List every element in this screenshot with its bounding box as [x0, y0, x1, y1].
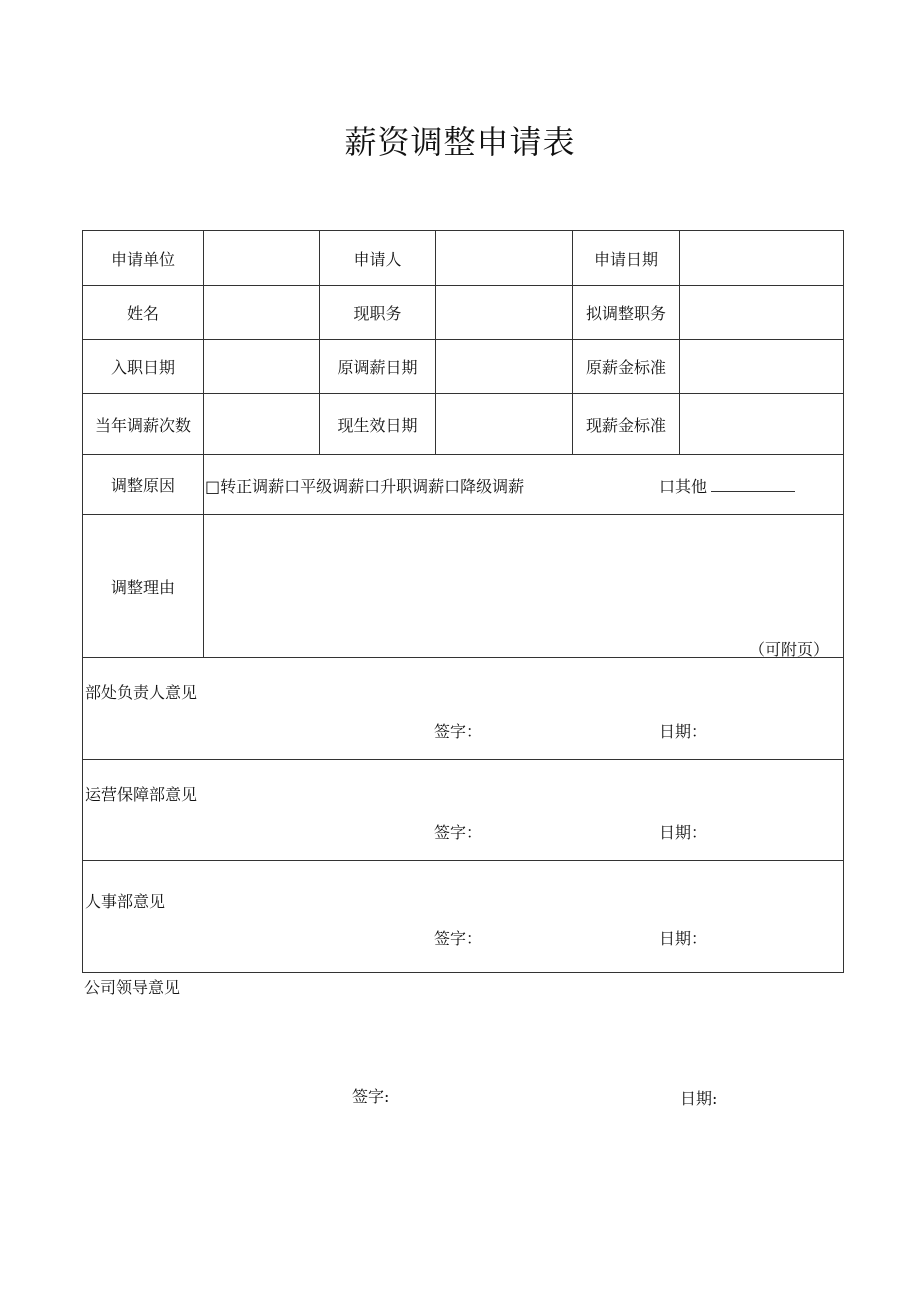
- label-adjust-count: 当年调薪次数: [94, 415, 191, 435]
- field-application-date[interactable]: [680, 231, 843, 285]
- reason-other[interactable]: [659, 474, 795, 497]
- reason-options[interactable]: □转正调薪口平级调薪口升职调薪口降级调薪: [205, 477, 525, 496]
- field-hire-date[interactable]: [204, 340, 319, 393]
- label-current-salary: 现薪金标准: [585, 415, 666, 435]
- reason-other-label: 口其他: [659, 477, 708, 496]
- approval-section-ops: [82, 760, 844, 861]
- label-name: 姓名: [126, 304, 159, 323]
- sign-label: 签字：: [434, 929, 483, 948]
- label-hire-date: 入职日期: [110, 358, 175, 377]
- approval-section-hr: [82, 861, 844, 973]
- field-current-position[interactable]: [436, 286, 572, 339]
- label-effective-date: 现生效日期: [337, 415, 418, 435]
- date-label: 日期：: [659, 823, 708, 842]
- justification-note: （可附页）: [748, 640, 829, 659]
- leader-date-label: 日期:: [680, 1089, 718, 1108]
- label-current-position: 现职务: [353, 304, 402, 323]
- field-adjust-count[interactable]: [204, 394, 319, 454]
- field-proposed-position[interactable]: [680, 286, 843, 339]
- label-justification: 调整理由: [110, 577, 175, 597]
- label-applicant-unit: 申请单位: [110, 249, 175, 269]
- field-effective-date[interactable]: [436, 394, 572, 454]
- form-title: 薪资调整申请表: [344, 123, 576, 161]
- approval-section-dept: [82, 658, 844, 760]
- sign-label: 签字：: [434, 823, 483, 842]
- section-label: 人事部意见: [85, 892, 166, 911]
- label-adjust-reason: 调整原因: [110, 476, 175, 495]
- field-applicant[interactable]: [436, 231, 572, 285]
- field-justification[interactable]: [204, 515, 843, 657]
- label-applicant: 申请人: [353, 249, 402, 269]
- info-table: [82, 230, 844, 658]
- label-application-date: 申请日期: [593, 249, 658, 269]
- field-last-adjust-date[interactable]: [436, 340, 572, 393]
- label-original-salary: 原薪金标准: [585, 358, 666, 377]
- section-label: 部处负责人意见: [85, 683, 198, 702]
- field-original-salary[interactable]: [680, 340, 843, 393]
- field-current-salary[interactable]: [680, 394, 843, 454]
- date-label: 日期：: [659, 929, 708, 948]
- leader-sign-label: 签字:: [352, 1087, 390, 1106]
- label-last-adjust-date: 原调薪日期: [337, 358, 418, 377]
- reason-other-input-line[interactable]: [711, 477, 795, 492]
- leader-opinion-label: 公司领导意见: [84, 978, 181, 997]
- field-applicant-unit[interactable]: [204, 231, 319, 285]
- label-proposed-position: 拟调整职务: [585, 304, 666, 323]
- sign-label: 签字：: [434, 722, 483, 741]
- section-label: 运营保障部意见: [85, 785, 198, 804]
- field-name[interactable]: [204, 286, 319, 339]
- date-label: 日期：: [659, 722, 708, 741]
